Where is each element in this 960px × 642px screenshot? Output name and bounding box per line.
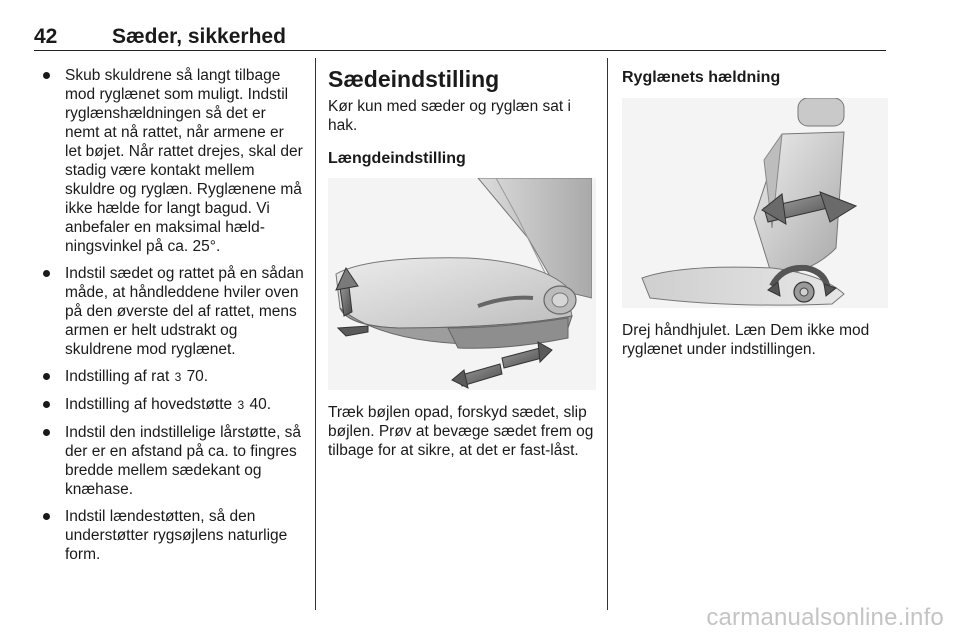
page-reference-link[interactable]: 70. [186,368,209,385]
column-right [622,66,888,359]
bullet-item: Indstilling af rat 3 70. [40,367,304,387]
subsection-title-longitudinal: Længdeindstilling [328,150,466,167]
intro-text: Kør kun med sæder og ryglæn sat i hak. [328,98,571,134]
cross-reference-icon: 3 [174,370,182,384]
column-left [40,66,304,572]
section-title: Sædeindstilling [328,66,500,92]
header-title: Sæder, sikkerhed [112,25,286,48]
column-middle [328,66,596,460]
bullet-item: Indstilling af hovedstøtte 3 40. [40,395,304,415]
figure-caption-backrest: Drej håndhjulet. Læn Dem ikke mod ryglænet under indstillingen. [622,322,870,358]
column-divider [315,58,316,610]
bullet-list [40,66,304,564]
subsection-title-backrest: Ryglænets hældning [622,69,781,86]
page-reference-link[interactable]: 40. [249,396,272,413]
cross-reference-icon: 3 [237,398,245,412]
bullet-item: Indstil sædet og rattet på en sådan måde, at håndleddene hviler oven på den øverste del af rattet, mens armen er helt udstrakt og skuldrene mod ryglænet. [40,264,304,359]
page-number: 42 [34,25,58,48]
backrest-recline-illustration [622,98,888,308]
column-divider [607,58,608,610]
seat-longitudinal-illustration [328,178,596,390]
bullet-item: Indstil lændestøtten, så den understøtter rygsøjlens naturlige form. [40,507,304,564]
bullet-item: Indstil den indstillelige lårstøtte, så der er en afstand på ca. to fingres bredde mellem sædekant og knæhase. [40,423,304,499]
page-header [34,22,886,51]
bullet-item: Skub skuldrene så langt tilbage mod ryglænet som muligt. Indstil ryglænshældningen så det er nemt at nå rattet, når armene er let bøjet. Når rattet drejes, skal der stadig være kontakt mellem skuldre og ryglæn. Ryglænene må ikke hælde for langt bagud. Vi anbefaler en maksimal hæld-ningsvinkel på ca. 25°. [40,66,304,256]
figure-caption-longitudinal: Træk bøjlen opad, forskyd sædet, slip bøjlen. Prøv at bevæge sædet frem og tilbage for at sikre, at det er fast-låst. [328,404,594,459]
watermark: carmanualsonline.info [706,604,944,631]
